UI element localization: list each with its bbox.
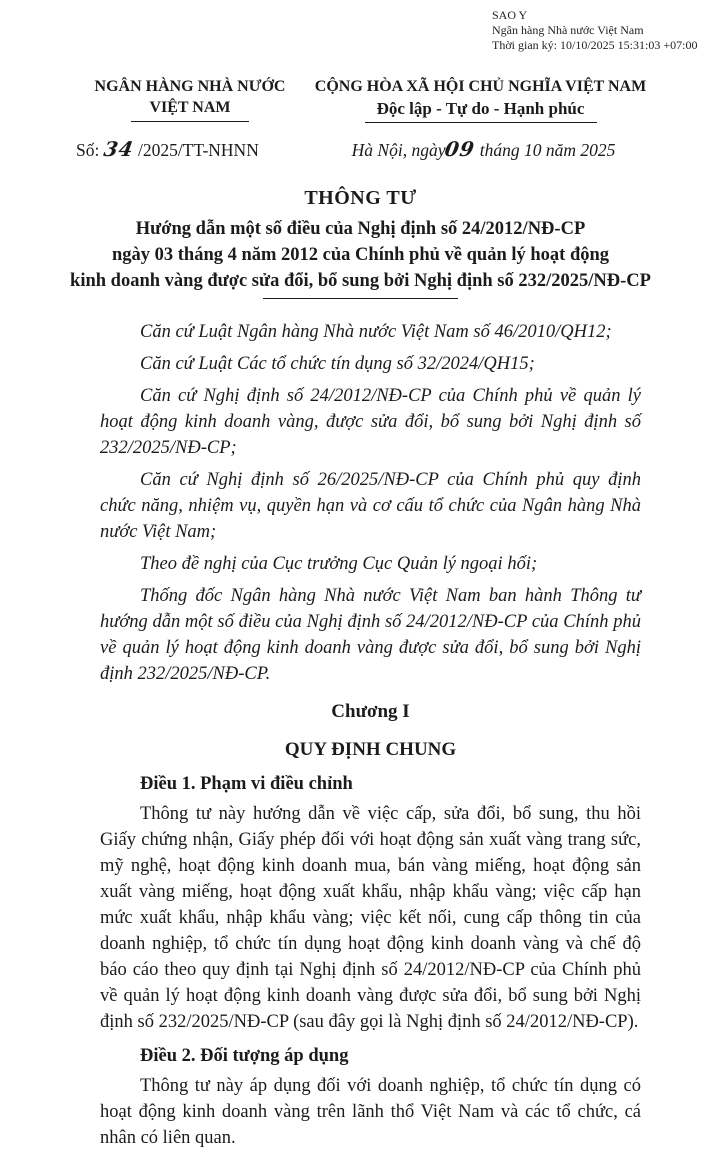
doc-number-suffix: /2025/TT-NHNN [137, 140, 259, 160]
certification-block [492, 8, 697, 53]
chapter-number: Chương I [331, 701, 410, 722]
article-1-heading: Điều 1. Phạm vi điều chỉnh [140, 774, 353, 794]
preamble-paragraph: Căn cứ Luật Ngân hàng Nhà nước Việt Nam số 46/2010/QH12; [140, 322, 612, 342]
doc-number-prefix: Số: [76, 140, 100, 160]
preamble [100, 319, 641, 687]
certification-issuer: Ngân hàng Nhà nước Việt Nam [492, 23, 644, 37]
number-date-row [0, 123, 721, 161]
subtitle-line2: ngày 03 tháng 4 năm 2012 của Chính phủ về quản lý hoạt động [111, 245, 610, 265]
preamble-paragraph: Theo đề nghị của Cục trưởng Cục Quản lý ngoại hối; [140, 554, 538, 574]
place-date-post: tháng 10 năm 2025 [479, 140, 616, 160]
subtitle-line1: Hướng dẫn một số điều của Nghị định số 24/2012/NĐ-CP [135, 219, 586, 239]
article-1-body: Thông tư này hướng dẫn về việc cấp, sửa đổi, bổ sung, thu hồi Giấy chứng nhận, Giấy phép đối với hoạt động sản xuất vàng trang sức, mỹ nghệ, hoạt động kinh doanh mua, bán vàng miếng, hoạt động sản xuất vàng miếng, hoạt động xuất khẩu, nhập khẩu vàng; việc cấp hạn mức xuất khẩu, nhập khẩu vàng; việc kết nối, cung cấp thông tin của doanh nghiệp, tổ chức tín dụng hoạt động kinh doanh vàng và chế độ báo cáo theo quy định tại Nghị định số 24/2012/NĐ-CP của Chính phủ về quản lý hoạt động kinh doanh vàng được sửa đổi, bổ sung bởi Nghị định số 232/2025/NĐ-CP (sau đây gọi là Nghị định số 24/2012/NĐ-CP). [100, 804, 641, 1032]
doc-number-handwritten: 34 [101, 137, 136, 161]
date-handwritten: 09 [443, 137, 478, 161]
document-title: THÔNG TƯ [304, 187, 417, 209]
article-2-body: Thông tư này áp dụng đối với doanh nghiệp, tổ chức tín dụng có hoạt động kinh doanh vàng trên lãnh thổ Việt Nam và các tổ chức, cá nhân có liên quan. [100, 1076, 641, 1148]
document-subtitle [0, 216, 721, 299]
subtitle-line3: kinh doanh vàng được sửa đổi, bổ sung bởi Nghị định số 232/2025/NĐ-CP [70, 271, 651, 291]
motto-underline [365, 122, 597, 123]
motto-line1: CỘNG HÒA XÃ HỘI CHỦ NGHĨA VIỆT NAM [314, 78, 647, 95]
motto-line2: Độc lập - Tự do - Hạnh phúc [376, 99, 585, 118]
preamble-paragraph: Thống đốc Ngân hàng Nhà nước Việt Nam ban hành Thông tư hướng dẫn một số điều của Nghị định số 24/2012/NĐ-CP của Chính phủ về quản lý hoạt động kinh doanh vàng được sửa đổi, bổ sung bởi Nghị định 232/2025/NĐ-CP. [100, 586, 641, 684]
place-date [316, 137, 651, 161]
issuing-agency [70, 76, 310, 122]
agency-name-line2: VIỆT NAM [149, 99, 231, 116]
place-date-pre: Hà Nội, ngày [351, 140, 446, 160]
agency-underline [131, 121, 249, 122]
doc-number [70, 137, 316, 161]
article-2-heading: Điều 2. Đối tượng áp dụng [140, 1046, 349, 1066]
document-body [0, 299, 721, 1151]
certification-signed-time: Thời gian ký: 10/10/2025 15:31:03 +07:00 [492, 38, 698, 52]
chapter-title: QUY ĐỊNH CHUNG [284, 739, 457, 760]
preamble-paragraph: Căn cứ Nghị định số 26/2025/NĐ-CP của Chính phủ quy định chức năng, nhiệm vụ, quyền hạn và cơ cấu tổ chức của Ngân hàng Nhà nước Việt Nam; [100, 470, 641, 542]
agency-name-line1: NGÂN HÀNG NHÀ NƯỚC [94, 78, 286, 95]
preamble-paragraph: Căn cứ Nghị định số 24/2012/NĐ-CP của Chính phủ về quản lý hoạt động kinh doanh vàng, được sửa đổi, bổ sung bởi Nghị định số 232/2025/NĐ-CP; [100, 386, 641, 458]
certification-stamp: SAO Y [492, 8, 528, 22]
preamble-paragraph: Căn cứ Luật Các tổ chức tín dụng số 32/2024/QH15; [140, 354, 535, 374]
national-motto [310, 76, 651, 123]
